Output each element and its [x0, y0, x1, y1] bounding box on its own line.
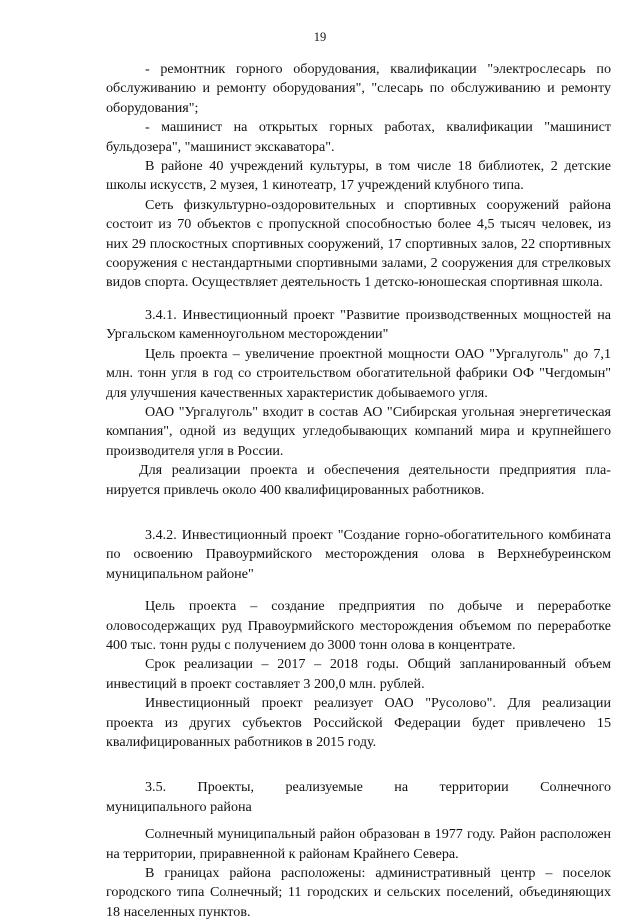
heading-3-4-1: 3.4.1. Инвестиционный проект "Развитие производственных мощностей на Ургальском каменноугольном месторождении": [106, 306, 611, 343]
paragraph-rusolovo: Инвестиционный проект реализует ОАО "Русолово". Для реализации проекта из других субъектов Российской Федерации будет привлечено 15 квалифицированных работников в 2015 году.: [106, 695, 611, 750]
paragraph-machinist: - машинист на открытых горных работах, квалификации "машинист бульдозера", "машинист экскаватора".: [106, 119, 611, 155]
page-body: [106, 60, 611, 922]
heading-3-5-line: [106, 778, 611, 797]
paragraph-sports: Сеть физкультурно-оздоровительных и спортивных сооружений района состоит из 70 объектов с пропускной способностью более 4,5 тысяч человек, из них 29 плоскостных спортивных сооружений, 17 спортивных залов, 22 спортивных сооружения с нестандартными спортивными залами, 2 сооружения для стрелковых видов спорта. Осуществляет деятельность 1 детско-юношеская спортивная школа.: [106, 196, 611, 291]
heading-word: Проекты,: [197, 779, 255, 796]
page-number: 19: [313, 30, 327, 44]
heading-3-4-2: 3.4.2. Инвестиционный проект "Создание горно-обогатительного комбината по освоению Правоурмийского месторождения олова в Верхнебуреинском муниципальном районе": [106, 526, 611, 582]
paragraph-project-goal-tin: Цель проекта – создание предприятия по добыче и переработке оловосодержащих руд Правоурмийского месторождения объемом по переработке 400 тыс. тонн руды с получением до 3000 тонн олова в концентрате.: [106, 598, 611, 653]
paragraph-urgalugol: ОАО "Ургалуголь" входит в состав АО "Сибирская угольная энергетическая компания", одной из ведущих угледобывающих компаний мира и крупнейшего производителя угля в России.: [106, 403, 611, 459]
heading-word: территории: [439, 779, 509, 796]
heading-word: на: [394, 779, 409, 796]
paragraph-solnechny-borders: В границах района расположены: административный центр – поселок городского типа Солнечный; 11 городских и сельских поселений, объединяющих 18 населенных пунктов.: [106, 865, 611, 920]
paragraph-culture: В районе 40 учреждений культуры, в том числе 18 библиотек, 2 детские школы искусств, 2 музея, 1 кинотеатр, 17 учреждений клубного типа.: [106, 158, 611, 194]
heading-3-5: [106, 778, 611, 817]
paragraph-repair-technician: - ремонтник горного оборудования, квалификации "электрослесарь по обслуживанию и ремонту оборудования", "слесарь по обслуживанию и ремонту оборудования";: [106, 61, 611, 116]
paragraph-project-goal-urgal: Цель проекта – увеличение проектной мощности ОАО "Ургалуголь" до 7,1 млн. тонн угля в год со строительством обогатительной фабрики ОФ "Чегдомын" для улучшения качественных характеристик добываемого угля.: [106, 345, 611, 401]
heading-word: реализуемые: [285, 779, 363, 796]
paragraph-term: Срок реализации – 2017 – 2018 годы. Общий запланированный объем инвестиций в проект составляет 3 200,0 млн. рублей.: [106, 656, 611, 692]
heading-3-5-tail: муниципального района: [106, 798, 252, 815]
heading-word: Солнечного: [540, 779, 611, 796]
paragraph-workers-urgal: Для реализации проекта и обеспечения деятельности предприятия планируется привлечь около 400 квалифицированных работников.: [106, 462, 611, 498]
paragraph-solnechny-founded: Солнечный муниципальный район образован в 1977 году. Район расположен на территории, приравненной к районам Крайнего Севера.: [106, 826, 611, 862]
heading-word: 3.5.: [145, 779, 167, 796]
